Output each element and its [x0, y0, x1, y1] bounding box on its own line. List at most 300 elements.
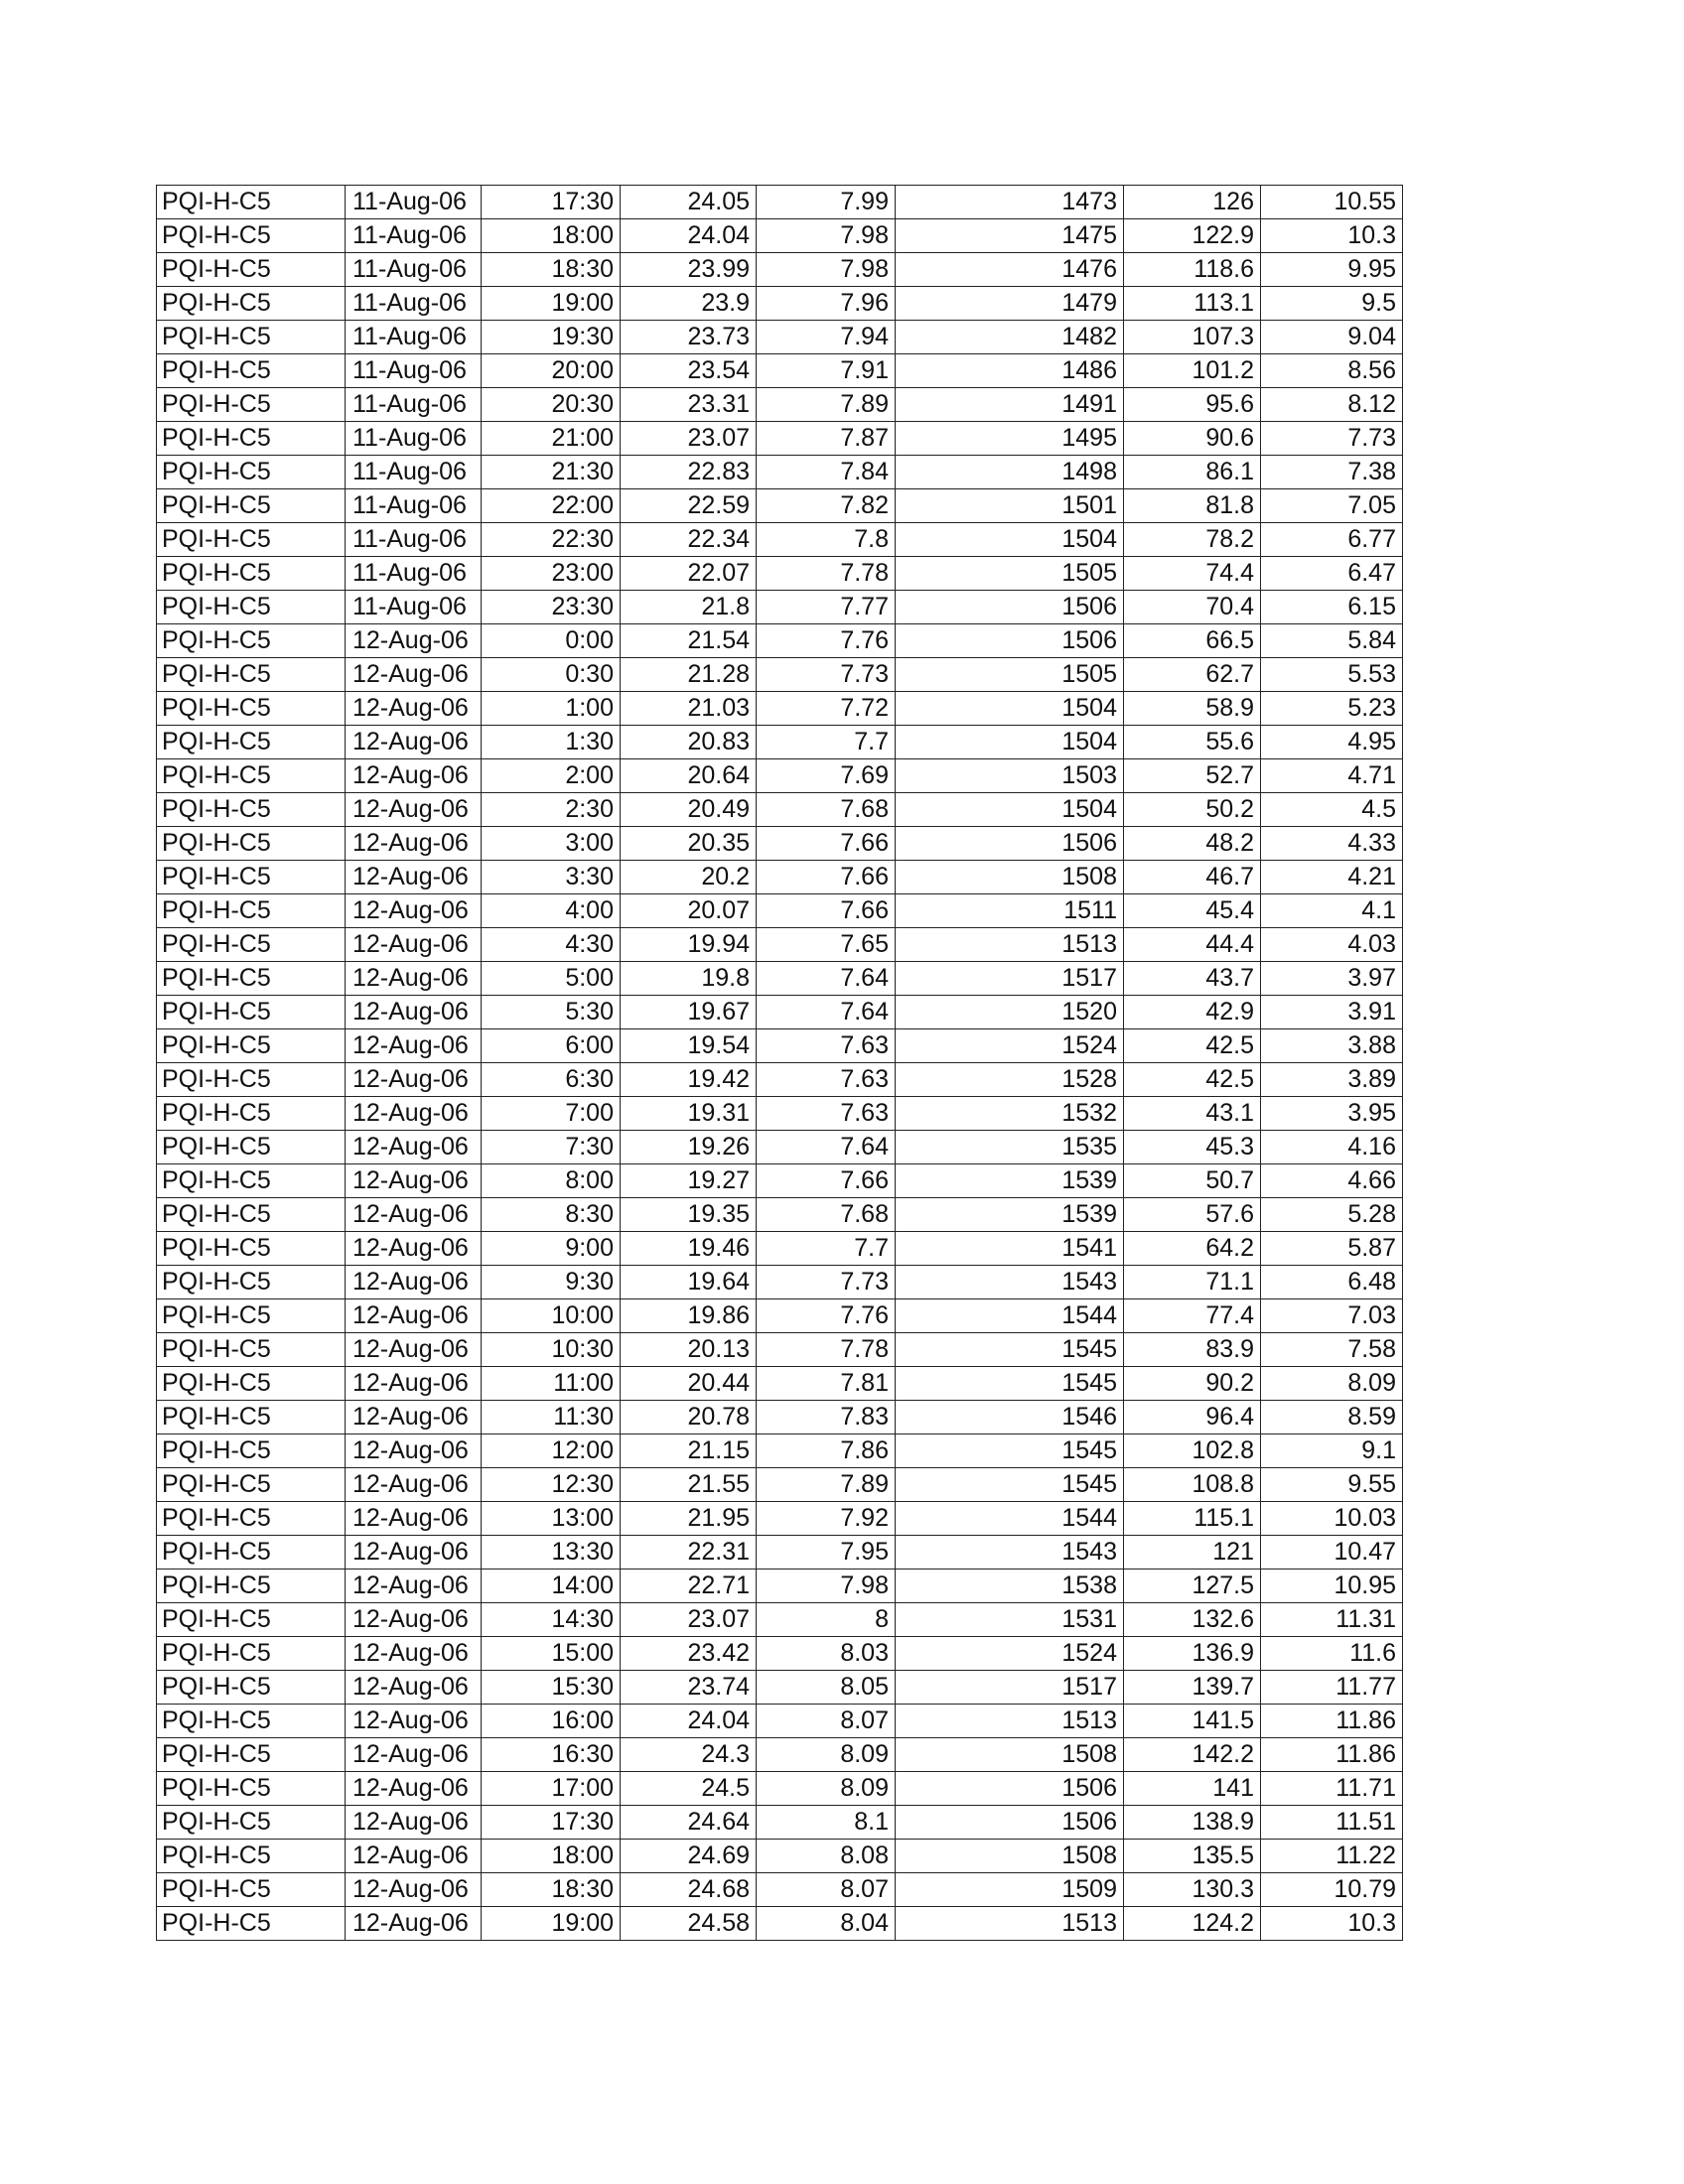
date-cell: 11-Aug-06 [346, 321, 482, 354]
table-row [157, 1131, 1403, 1164]
date-cell: 12-Aug-06 [346, 1333, 482, 1367]
time-cell: 16:00 [482, 1705, 621, 1738]
date-cell: 12-Aug-06 [346, 1738, 482, 1772]
temperature-cell: 19.26 [621, 1131, 757, 1164]
value-b-cell: 10.3 [1261, 219, 1403, 253]
temperature-cell: 20.44 [621, 1367, 757, 1401]
value-a-cell: 45.3 [1124, 1131, 1261, 1164]
ph-cell: 7.98 [757, 219, 896, 253]
site-id-cell: PQI-H-C5 [157, 658, 346, 692]
site-id-cell: PQI-H-C5 [157, 253, 346, 287]
site-id-cell: PQI-H-C5 [157, 793, 346, 827]
ph-cell: 7.78 [757, 557, 896, 591]
temperature-cell: 24.58 [621, 1907, 757, 1941]
ph-cell: 7.8 [757, 523, 896, 557]
site-id-cell: PQI-H-C5 [157, 422, 346, 456]
conductivity-cell: 1545 [896, 1333, 1124, 1367]
date-cell: 12-Aug-06 [346, 1603, 482, 1637]
ph-cell: 7.96 [757, 287, 896, 321]
temperature-cell: 23.07 [621, 1603, 757, 1637]
value-b-cell: 7.03 [1261, 1299, 1403, 1333]
temperature-cell: 19.8 [621, 962, 757, 996]
ph-cell: 7.98 [757, 253, 896, 287]
temperature-cell: 19.64 [621, 1266, 757, 1299]
date-cell: 12-Aug-06 [346, 1401, 482, 1434]
date-cell: 12-Aug-06 [346, 928, 482, 962]
table-row [157, 1873, 1403, 1907]
conductivity-cell: 1511 [896, 894, 1124, 928]
conductivity-cell: 1535 [896, 1131, 1124, 1164]
time-cell: 2:00 [482, 759, 621, 793]
value-a-cell: 138.9 [1124, 1806, 1261, 1840]
value-b-cell: 11.86 [1261, 1705, 1403, 1738]
time-cell: 23:00 [482, 557, 621, 591]
value-b-cell: 9.55 [1261, 1468, 1403, 1502]
ph-cell: 7.7 [757, 726, 896, 759]
table-row [157, 287, 1403, 321]
conductivity-cell: 1513 [896, 1705, 1124, 1738]
time-cell: 1:00 [482, 692, 621, 726]
value-a-cell: 50.7 [1124, 1164, 1261, 1198]
ph-cell: 7.91 [757, 354, 896, 388]
value-b-cell: 10.47 [1261, 1536, 1403, 1570]
site-id-cell: PQI-H-C5 [157, 1131, 346, 1164]
table-row [157, 827, 1403, 861]
table-row [157, 253, 1403, 287]
conductivity-cell: 1520 [896, 996, 1124, 1029]
conductivity-cell: 1532 [896, 1097, 1124, 1131]
site-id-cell: PQI-H-C5 [157, 1367, 346, 1401]
table-row [157, 1232, 1403, 1266]
ph-cell: 7.69 [757, 759, 896, 793]
time-cell: 18:00 [482, 1840, 621, 1873]
table-row [157, 388, 1403, 422]
ph-cell: 7.84 [757, 456, 896, 489]
ph-cell: 7.68 [757, 793, 896, 827]
value-a-cell: 43.1 [1124, 1097, 1261, 1131]
value-b-cell: 11.77 [1261, 1671, 1403, 1705]
time-cell: 18:00 [482, 219, 621, 253]
site-id-cell: PQI-H-C5 [157, 1401, 346, 1434]
date-cell: 12-Aug-06 [346, 658, 482, 692]
site-id-cell: PQI-H-C5 [157, 1063, 346, 1097]
site-id-cell: PQI-H-C5 [157, 354, 346, 388]
ph-cell: 7.72 [757, 692, 896, 726]
temperature-cell: 20.49 [621, 793, 757, 827]
table-row [157, 219, 1403, 253]
time-cell: 9:30 [482, 1266, 621, 1299]
date-cell: 12-Aug-06 [346, 1536, 482, 1570]
value-b-cell: 11.6 [1261, 1637, 1403, 1671]
conductivity-cell: 1508 [896, 861, 1124, 894]
time-cell: 4:00 [482, 894, 621, 928]
site-id-cell: PQI-H-C5 [157, 1097, 346, 1131]
conductivity-cell: 1543 [896, 1266, 1124, 1299]
conductivity-cell: 1545 [896, 1434, 1124, 1468]
value-a-cell: 70.4 [1124, 591, 1261, 624]
temperature-cell: 19.67 [621, 996, 757, 1029]
table-row [157, 1097, 1403, 1131]
value-b-cell: 8.09 [1261, 1367, 1403, 1401]
site-id-cell: PQI-H-C5 [157, 489, 346, 523]
value-a-cell: 126 [1124, 186, 1261, 219]
table-row [157, 793, 1403, 827]
time-cell: 2:30 [482, 793, 621, 827]
site-id-cell: PQI-H-C5 [157, 1468, 346, 1502]
site-id-cell: PQI-H-C5 [157, 861, 346, 894]
temperature-cell: 21.8 [621, 591, 757, 624]
table-row [157, 354, 1403, 388]
ph-cell: 7.98 [757, 1570, 896, 1603]
value-b-cell: 11.51 [1261, 1806, 1403, 1840]
time-cell: 16:30 [482, 1738, 621, 1772]
value-b-cell: 6.77 [1261, 523, 1403, 557]
time-cell: 5:00 [482, 962, 621, 996]
time-cell: 4:30 [482, 928, 621, 962]
ph-cell: 8.05 [757, 1671, 896, 1705]
value-a-cell: 135.5 [1124, 1840, 1261, 1873]
ph-cell: 7.89 [757, 388, 896, 422]
date-cell: 12-Aug-06 [346, 1434, 482, 1468]
temperature-cell: 22.34 [621, 523, 757, 557]
table-row [157, 321, 1403, 354]
time-cell: 22:30 [482, 523, 621, 557]
temperature-cell: 19.46 [621, 1232, 757, 1266]
site-id-cell: PQI-H-C5 [157, 591, 346, 624]
data-table-body [157, 186, 1403, 1941]
table-row [157, 692, 1403, 726]
conductivity-cell: 1543 [896, 1536, 1124, 1570]
date-cell: 12-Aug-06 [346, 1131, 482, 1164]
time-cell: 3:00 [482, 827, 621, 861]
site-id-cell: PQI-H-C5 [157, 1029, 346, 1063]
ph-cell: 7.63 [757, 1063, 896, 1097]
time-cell: 19:30 [482, 321, 621, 354]
temperature-cell: 23.74 [621, 1671, 757, 1705]
table-row [157, 1299, 1403, 1333]
ph-cell: 7.92 [757, 1502, 896, 1536]
temperature-cell: 23.9 [621, 287, 757, 321]
value-a-cell: 142.2 [1124, 1738, 1261, 1772]
conductivity-cell: 1486 [896, 354, 1124, 388]
time-cell: 15:30 [482, 1671, 621, 1705]
date-cell: 11-Aug-06 [346, 422, 482, 456]
value-a-cell: 121 [1124, 1536, 1261, 1570]
table-row [157, 962, 1403, 996]
conductivity-cell: 1506 [896, 1806, 1124, 1840]
table-row [157, 1637, 1403, 1671]
site-id-cell: PQI-H-C5 [157, 1671, 346, 1705]
table-row [157, 1063, 1403, 1097]
temperature-cell: 19.54 [621, 1029, 757, 1063]
table-row [157, 422, 1403, 456]
ph-cell: 7.77 [757, 591, 896, 624]
value-a-cell: 78.2 [1124, 523, 1261, 557]
ph-cell: 7.86 [757, 1434, 896, 1468]
temperature-cell: 23.31 [621, 388, 757, 422]
temperature-cell: 24.69 [621, 1840, 757, 1873]
ph-cell: 7.66 [757, 861, 896, 894]
temperature-cell: 23.07 [621, 422, 757, 456]
conductivity-cell: 1517 [896, 962, 1124, 996]
date-cell: 12-Aug-06 [346, 1063, 482, 1097]
table-row [157, 523, 1403, 557]
temperature-cell: 19.86 [621, 1299, 757, 1333]
value-b-cell: 4.5 [1261, 793, 1403, 827]
ph-cell: 7.95 [757, 1536, 896, 1570]
value-b-cell: 4.16 [1261, 1131, 1403, 1164]
date-cell: 12-Aug-06 [346, 1502, 482, 1536]
conductivity-cell: 1506 [896, 827, 1124, 861]
site-id-cell: PQI-H-C5 [157, 321, 346, 354]
date-cell: 11-Aug-06 [346, 489, 482, 523]
time-cell: 22:00 [482, 489, 621, 523]
temperature-cell: 22.07 [621, 557, 757, 591]
table-row [157, 1502, 1403, 1536]
value-a-cell: 108.8 [1124, 1468, 1261, 1502]
data-table [156, 185, 1403, 1941]
value-b-cell: 3.97 [1261, 962, 1403, 996]
time-cell: 21:00 [482, 422, 621, 456]
temperature-cell: 20.64 [621, 759, 757, 793]
value-b-cell: 8.59 [1261, 1401, 1403, 1434]
conductivity-cell: 1524 [896, 1029, 1124, 1063]
temperature-cell: 22.71 [621, 1570, 757, 1603]
site-id-cell: PQI-H-C5 [157, 1164, 346, 1198]
time-cell: 13:00 [482, 1502, 621, 1536]
value-b-cell: 11.86 [1261, 1738, 1403, 1772]
value-b-cell: 10.03 [1261, 1502, 1403, 1536]
date-cell: 12-Aug-06 [346, 1671, 482, 1705]
date-cell: 12-Aug-06 [346, 1299, 482, 1333]
time-cell: 15:00 [482, 1637, 621, 1671]
time-cell: 19:00 [482, 287, 621, 321]
value-b-cell: 5.84 [1261, 624, 1403, 658]
ph-cell: 7.66 [757, 894, 896, 928]
conductivity-cell: 1475 [896, 219, 1124, 253]
date-cell: 12-Aug-06 [346, 1097, 482, 1131]
date-cell: 12-Aug-06 [346, 1367, 482, 1401]
time-cell: 17:30 [482, 186, 621, 219]
table-row [157, 1840, 1403, 1873]
table-row [157, 1772, 1403, 1806]
ph-cell: 7.64 [757, 996, 896, 1029]
conductivity-cell: 1505 [896, 658, 1124, 692]
value-a-cell: 42.5 [1124, 1063, 1261, 1097]
value-b-cell: 11.31 [1261, 1603, 1403, 1637]
temperature-cell: 20.35 [621, 827, 757, 861]
date-cell: 11-Aug-06 [346, 456, 482, 489]
value-a-cell: 132.6 [1124, 1603, 1261, 1637]
table-row [157, 1468, 1403, 1502]
site-id-cell: PQI-H-C5 [157, 1434, 346, 1468]
value-b-cell: 3.89 [1261, 1063, 1403, 1097]
temperature-cell: 20.83 [621, 726, 757, 759]
value-a-cell: 58.9 [1124, 692, 1261, 726]
value-b-cell: 8.12 [1261, 388, 1403, 422]
time-cell: 18:30 [482, 253, 621, 287]
time-cell: 10:30 [482, 1333, 621, 1367]
time-cell: 0:00 [482, 624, 621, 658]
value-b-cell: 7.05 [1261, 489, 1403, 523]
time-cell: 13:30 [482, 1536, 621, 1570]
table-row [157, 1333, 1403, 1367]
conductivity-cell: 1544 [896, 1299, 1124, 1333]
value-b-cell: 9.04 [1261, 321, 1403, 354]
ph-cell: 7.64 [757, 962, 896, 996]
ph-cell: 7.78 [757, 1333, 896, 1367]
value-b-cell: 4.71 [1261, 759, 1403, 793]
value-b-cell: 8.56 [1261, 354, 1403, 388]
conductivity-cell: 1538 [896, 1570, 1124, 1603]
time-cell: 12:30 [482, 1468, 621, 1502]
table-row [157, 624, 1403, 658]
value-a-cell: 86.1 [1124, 456, 1261, 489]
conductivity-cell: 1504 [896, 523, 1124, 557]
value-b-cell: 4.66 [1261, 1164, 1403, 1198]
value-b-cell: 7.58 [1261, 1333, 1403, 1367]
date-cell: 12-Aug-06 [346, 1232, 482, 1266]
value-a-cell: 74.4 [1124, 557, 1261, 591]
conductivity-cell: 1513 [896, 1907, 1124, 1941]
time-cell: 20:00 [482, 354, 621, 388]
value-a-cell: 45.4 [1124, 894, 1261, 928]
temperature-cell: 19.94 [621, 928, 757, 962]
temperature-cell: 21.55 [621, 1468, 757, 1502]
date-cell: 12-Aug-06 [346, 624, 482, 658]
value-a-cell: 81.8 [1124, 489, 1261, 523]
conductivity-cell: 1473 [896, 186, 1124, 219]
value-a-cell: 43.7 [1124, 962, 1261, 996]
ph-cell: 8.07 [757, 1873, 896, 1907]
site-id-cell: PQI-H-C5 [157, 1198, 346, 1232]
site-id-cell: PQI-H-C5 [157, 1873, 346, 1907]
ph-cell: 7.89 [757, 1468, 896, 1502]
value-b-cell: 3.91 [1261, 996, 1403, 1029]
value-a-cell: 124.2 [1124, 1907, 1261, 1941]
value-a-cell: 46.7 [1124, 861, 1261, 894]
value-b-cell: 4.1 [1261, 894, 1403, 928]
date-cell: 12-Aug-06 [346, 1570, 482, 1603]
temperature-cell: 20.07 [621, 894, 757, 928]
time-cell: 1:30 [482, 726, 621, 759]
site-id-cell: PQI-H-C5 [157, 1705, 346, 1738]
time-cell: 8:00 [482, 1164, 621, 1198]
temperature-cell: 23.73 [621, 321, 757, 354]
date-cell: 11-Aug-06 [346, 354, 482, 388]
table-row [157, 894, 1403, 928]
date-cell: 12-Aug-06 [346, 1029, 482, 1063]
value-b-cell: 10.55 [1261, 186, 1403, 219]
date-cell: 12-Aug-06 [346, 1266, 482, 1299]
table-row [157, 456, 1403, 489]
conductivity-cell: 1504 [896, 793, 1124, 827]
site-id-cell: PQI-H-C5 [157, 759, 346, 793]
value-b-cell: 5.28 [1261, 1198, 1403, 1232]
date-cell: 12-Aug-06 [346, 1637, 482, 1671]
site-id-cell: PQI-H-C5 [157, 388, 346, 422]
ph-cell: 8.08 [757, 1840, 896, 1873]
time-cell: 19:00 [482, 1907, 621, 1941]
value-a-cell: 96.4 [1124, 1401, 1261, 1434]
conductivity-cell: 1513 [896, 928, 1124, 962]
site-id-cell: PQI-H-C5 [157, 1299, 346, 1333]
date-cell: 11-Aug-06 [346, 557, 482, 591]
value-a-cell: 130.3 [1124, 1873, 1261, 1907]
value-b-cell: 11.22 [1261, 1840, 1403, 1873]
time-cell: 6:30 [482, 1063, 621, 1097]
conductivity-cell: 1528 [896, 1063, 1124, 1097]
value-b-cell: 6.48 [1261, 1266, 1403, 1299]
table-row [157, 1671, 1403, 1705]
ph-cell: 7.83 [757, 1401, 896, 1434]
value-a-cell: 122.9 [1124, 219, 1261, 253]
table-row [157, 726, 1403, 759]
conductivity-cell: 1479 [896, 287, 1124, 321]
ph-cell: 7.99 [757, 186, 896, 219]
date-cell: 12-Aug-06 [346, 827, 482, 861]
site-id-cell: PQI-H-C5 [157, 1266, 346, 1299]
value-a-cell: 139.7 [1124, 1671, 1261, 1705]
date-cell: 12-Aug-06 [346, 1468, 482, 1502]
ph-cell: 8.07 [757, 1705, 896, 1738]
date-cell: 12-Aug-06 [346, 1840, 482, 1873]
site-id-cell: PQI-H-C5 [157, 726, 346, 759]
time-cell: 17:00 [482, 1772, 621, 1806]
value-b-cell: 3.95 [1261, 1097, 1403, 1131]
value-b-cell: 5.87 [1261, 1232, 1403, 1266]
value-a-cell: 42.9 [1124, 996, 1261, 1029]
value-a-cell: 90.2 [1124, 1367, 1261, 1401]
date-cell: 11-Aug-06 [346, 388, 482, 422]
temperature-cell: 24.5 [621, 1772, 757, 1806]
table-row [157, 1603, 1403, 1637]
ph-cell: 7.63 [757, 1097, 896, 1131]
value-a-cell: 52.7 [1124, 759, 1261, 793]
date-cell: 11-Aug-06 [346, 287, 482, 321]
ph-cell: 7.81 [757, 1367, 896, 1401]
date-cell: 12-Aug-06 [346, 894, 482, 928]
date-cell: 12-Aug-06 [346, 996, 482, 1029]
site-id-cell: PQI-H-C5 [157, 1907, 346, 1941]
time-cell: 12:00 [482, 1434, 621, 1468]
site-id-cell: PQI-H-C5 [157, 624, 346, 658]
time-cell: 14:00 [482, 1570, 621, 1603]
value-b-cell: 10.79 [1261, 1873, 1403, 1907]
conductivity-cell: 1506 [896, 624, 1124, 658]
value-b-cell: 9.95 [1261, 253, 1403, 287]
table-row [157, 1705, 1403, 1738]
site-id-cell: PQI-H-C5 [157, 523, 346, 557]
temperature-cell: 21.95 [621, 1502, 757, 1536]
temperature-cell: 23.99 [621, 253, 757, 287]
site-id-cell: PQI-H-C5 [157, 1806, 346, 1840]
conductivity-cell: 1546 [896, 1401, 1124, 1434]
site-id-cell: PQI-H-C5 [157, 1772, 346, 1806]
value-a-cell: 90.6 [1124, 422, 1261, 456]
value-a-cell: 71.1 [1124, 1266, 1261, 1299]
ph-cell: 7.63 [757, 1029, 896, 1063]
table-row [157, 489, 1403, 523]
value-a-cell: 141.5 [1124, 1705, 1261, 1738]
site-id-cell: PQI-H-C5 [157, 219, 346, 253]
site-id-cell: PQI-H-C5 [157, 827, 346, 861]
site-id-cell: PQI-H-C5 [157, 1738, 346, 1772]
table-row [157, 1536, 1403, 1570]
table-row [157, 996, 1403, 1029]
site-id-cell: PQI-H-C5 [157, 456, 346, 489]
site-id-cell: PQI-H-C5 [157, 962, 346, 996]
